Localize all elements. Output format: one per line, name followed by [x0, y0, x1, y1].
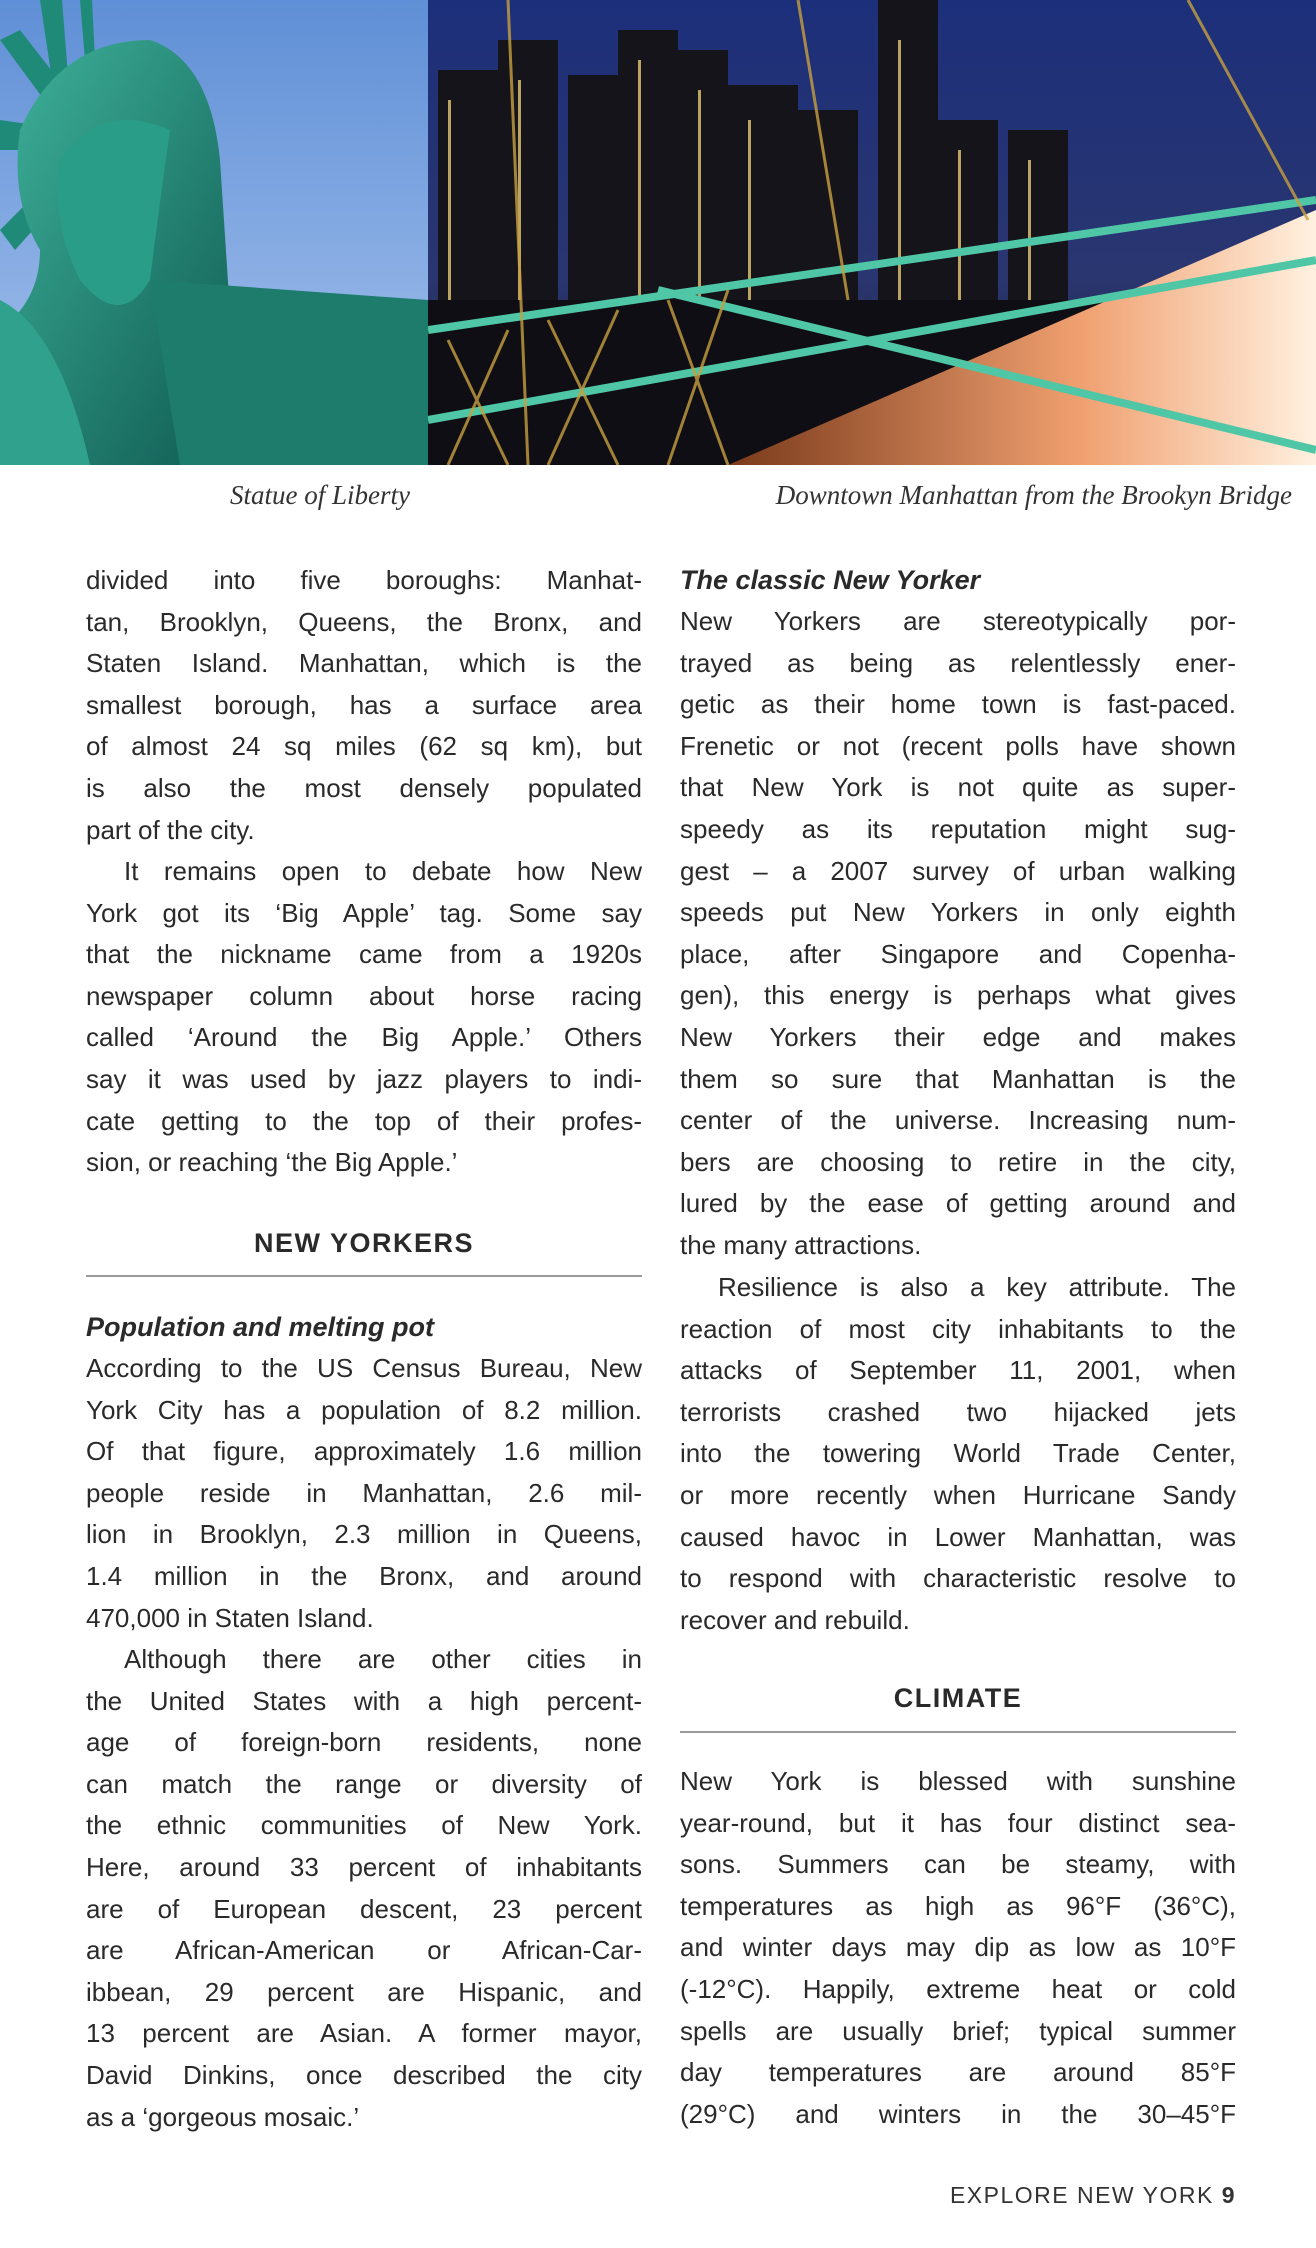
paragraph-diversity [86, 1639, 642, 2138]
text-line: divided into five boroughs: Manhat- [86, 565, 642, 595]
paragraph-population [86, 1348, 642, 1639]
text-line: or more recently when Hurricane Sandy [680, 1479, 1236, 1510]
footer-section-title: EXPLORE NEW YORK [949, 2182, 1214, 2208]
text-line: speedy as its reputation might sug- [680, 813, 1236, 844]
text-line: attacks of September 11, 2001, when [680, 1355, 1236, 1386]
text-line: New Yorkers are stereotypically por- [680, 606, 1236, 636]
text-line: people reside in Manhattan, 2.6 mil- [86, 1477, 642, 1508]
text-line: York got its ‘Big Apple’ tag. Some say [86, 897, 642, 928]
text-line: as a ‘gorgeous mosaic.’ [86, 2101, 360, 2132]
text-line: smallest borough, has a surface area [86, 689, 642, 720]
text-line: temperatures as high as 96°F (36°C), [680, 1890, 1236, 1921]
text-line: York City has a population of 8.2 million. [86, 1394, 642, 1425]
text-line: and winter days may dip as low as 10°F [680, 1932, 1236, 1963]
text-line: of almost 24 sq miles (62 sq km), but [86, 731, 642, 762]
text-line: 1.4 million in the Bronx, and around [86, 1560, 642, 1591]
text-line: newspaper column about horse racing [86, 980, 642, 1011]
text-line: bers are choosing to retire in the city, [680, 1146, 1236, 1177]
page-footer [950, 2182, 1236, 2209]
paragraph-climate [680, 1761, 1236, 2135]
paragraph-classic-new-yorker [680, 601, 1236, 1267]
text-line: sion, or reaching ‘the Big Apple.’ [86, 1147, 458, 1178]
paragraph-boroughs [86, 560, 642, 851]
text-line: Here, around 33 percent of inhabitants [86, 1851, 642, 1882]
text-line: the United States with a high percent- [86, 1685, 642, 1716]
text-line: It remains open to debate how New [124, 856, 642, 886]
heading-divider [86, 1275, 642, 1277]
text-line: the ethnic communities of New York. [86, 1810, 642, 1841]
text-line: recover and rebuild. [680, 1604, 910, 1635]
text-line: sons. Summers can be steamy, with [680, 1849, 1236, 1880]
text-line: Of that figure, approximately 1.6 million [86, 1436, 642, 1467]
text-line: spells are usually brief; typical summer [680, 2015, 1236, 2046]
text-line: lured by the ease of getting around and [680, 1188, 1236, 1219]
text-line: Although there are other cities in [124, 1644, 642, 1674]
text-line: Staten Island. Manhattan, which is the [86, 648, 642, 679]
caption-statue-of-liberty: Statue of Liberty [230, 480, 410, 510]
text-line: that the nickname came from a 1920s [86, 939, 642, 970]
text-line: Resilience is also a key attribute. The [718, 1272, 1236, 1302]
text-line: cate getting to the top of their profes- [86, 1105, 642, 1136]
paragraph-resilience [680, 1267, 1236, 1641]
text-line: is also the most densely populated [86, 772, 642, 803]
statue-of-liberty-photo [0, 0, 428, 465]
text-line: called ‘Around the Big Apple.’ Others [86, 1022, 642, 1053]
text-line: speeds put New Yorkers in only eighth [680, 897, 1236, 928]
text-line: lion in Brooklyn, 2.3 million in Queens, [86, 1519, 642, 1550]
text-line: terrorists crashed two hijacked jets [680, 1396, 1236, 1427]
text-line: (-12°C). Happily, extreme heat or cold [680, 1973, 1236, 2004]
text-line: are African-American or African-Car- [86, 1935, 642, 1966]
text-line: into the towering World Trade Center, [680, 1438, 1236, 1469]
text-line: reaction of most city inhabitants to the [680, 1313, 1236, 1344]
text-line: gen), this energy is perhaps what gives [680, 980, 1236, 1011]
text-line: New Yorkers their edge and makes [680, 1021, 1236, 1052]
caption-downtown-manhattan: Downtown Manhattan from the Brookyn Bridge [775, 480, 1292, 510]
text-line: are of European descent, 23 percent [86, 1893, 642, 1924]
text-line: gest – a 2007 survey of urban walking [680, 855, 1236, 886]
text-line: age of foreign-born residents, none [86, 1727, 642, 1758]
text-line: tan, Brooklyn, Queens, the Bronx, and [86, 606, 642, 637]
subhead-classic-new-yorker: The classic New Yorker [680, 565, 981, 595]
text-line: 13 percent are Asian. A former mayor, [86, 2018, 642, 2049]
text-line: New York is blessed with sunshine [680, 1766, 1236, 1796]
text-line: place, after Singapore and Copenha- [680, 938, 1236, 969]
text-line: year-round, but it has four distinct sea- [680, 1807, 1236, 1838]
section-heading-climate: CLIMATE [893, 1683, 1023, 1713]
text-line: Frenetic or not (recent polls have shown [680, 730, 1236, 761]
text-line: part of the city. [86, 814, 255, 845]
paragraph-big-apple [86, 851, 642, 1184]
text-line: them so sure that Manhattan is the [680, 1063, 1236, 1094]
section-heading-new-yorkers: NEW YORKERS [253, 1228, 475, 1258]
text-line: the many attractions. [680, 1229, 922, 1260]
text-line: that New York is not quite as super- [680, 772, 1236, 803]
brooklyn-bridge-photo [428, 0, 1316, 465]
text-line: caused havoc in Lower Manhattan, was [680, 1521, 1236, 1552]
text-line: getic as their home town is fast-paced. [680, 689, 1236, 720]
text-line: 470,000 in Staten Island. [86, 1602, 374, 1633]
text-line: David Dinkins, once described the city [86, 2059, 642, 2090]
heading-divider [680, 1731, 1236, 1733]
text-line: say it was used by jazz players to indi- [86, 1063, 642, 1094]
text-line: According to the US Census Bureau, New [86, 1353, 642, 1383]
page-number: 9 [1221, 2182, 1236, 2208]
text-line: can match the range or diversity of [86, 1768, 642, 1799]
text-line: ibbean, 29 percent are Hispanic, and [86, 1976, 642, 2007]
text-line: to respond with characteristic resolve to [680, 1563, 1236, 1594]
subhead-population: Population and melting pot [86, 1312, 434, 1342]
text-line: (29°C) and winters in the 30–45°F [680, 2098, 1236, 2129]
text-line: trayed as being as relentlessly ener- [680, 647, 1236, 678]
text-line: day temperatures are around 85°F [680, 2057, 1236, 2088]
text-line: center of the universe. Increasing num- [680, 1105, 1236, 1136]
